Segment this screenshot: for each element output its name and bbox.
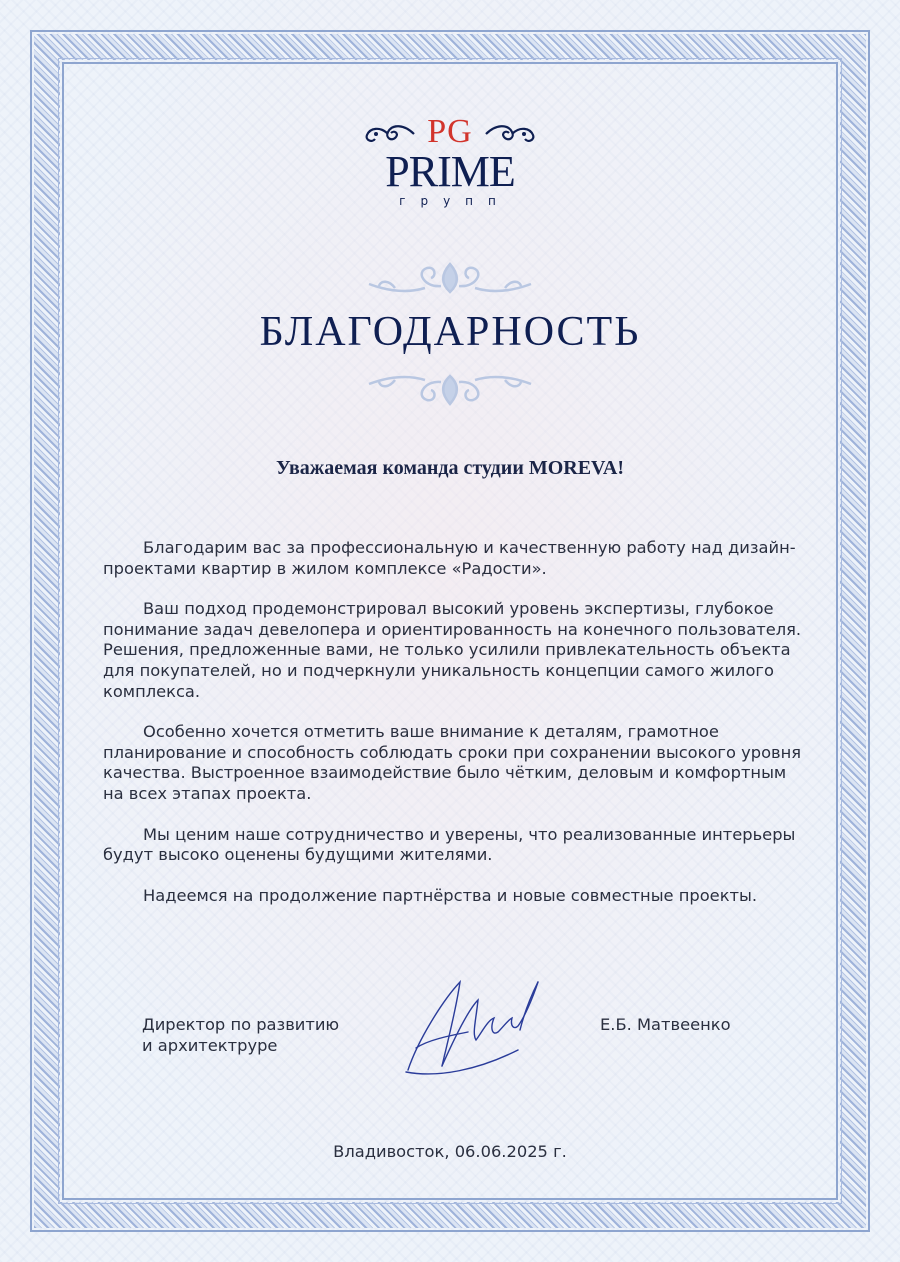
greeting-line: Уважаемая команда студии MOREVA! xyxy=(275,457,625,479)
handwritten-signature-icon xyxy=(398,970,548,1090)
ornament-bottom-icon xyxy=(355,370,545,410)
logo-prime-text: PRIME xyxy=(385,147,515,196)
logo-scroll-right-icon xyxy=(484,122,536,146)
ornament-top-icon xyxy=(355,258,545,298)
paragraph-3: Особенно хочется отметить ваше внимание к деталям, грамотное планирование и способность соблюдать сроки при сохранении высокого уровня качества. Выстроенное взаимодействие было чётким, деловым и комфортным на всех этапах проекта. xyxy=(103,722,802,803)
company-logo xyxy=(350,112,550,212)
logo-grupp-text: групп xyxy=(399,194,511,208)
letter-body xyxy=(103,538,803,926)
logo-pg-text: PG xyxy=(427,113,473,150)
paragraph-1: Благодарим вас за профессиональную и качественную работу над дизайн-проектами квартир в жилом комплексе «Радости». xyxy=(103,538,796,578)
place-and-date: Владивосток, 06.06.2025 г. xyxy=(333,1142,567,1161)
signer-role-line-1: Директор по развитию xyxy=(142,1015,340,1034)
document-title: БЛАГОДАРНОСТЬ xyxy=(259,309,641,355)
paragraph-4: Мы ценим наше сотрудничество и уверены, что реализованные интерьеры будут высоко оценены будущими жителями. xyxy=(103,824,796,865)
paragraph-5: Надеемся на продолжение партнёрства и новые совместные проекты. xyxy=(143,885,758,905)
paragraph-2: Ваш подход продемонстрировал высокий уровень экспертизы, глубокое понимание задач девелопера и ориентированность на конечного пользователя. Решения, предложенные вами, не только усилили привлекательность объекта для покупателей, но и подчеркнули уникальность концепции самого жилого комплекса. xyxy=(103,599,802,701)
signer-name: Е.Б. Матвеенко xyxy=(600,1015,731,1034)
signer-role-line-2: и архитектруре xyxy=(142,1036,278,1055)
signer-role xyxy=(142,1014,402,1056)
